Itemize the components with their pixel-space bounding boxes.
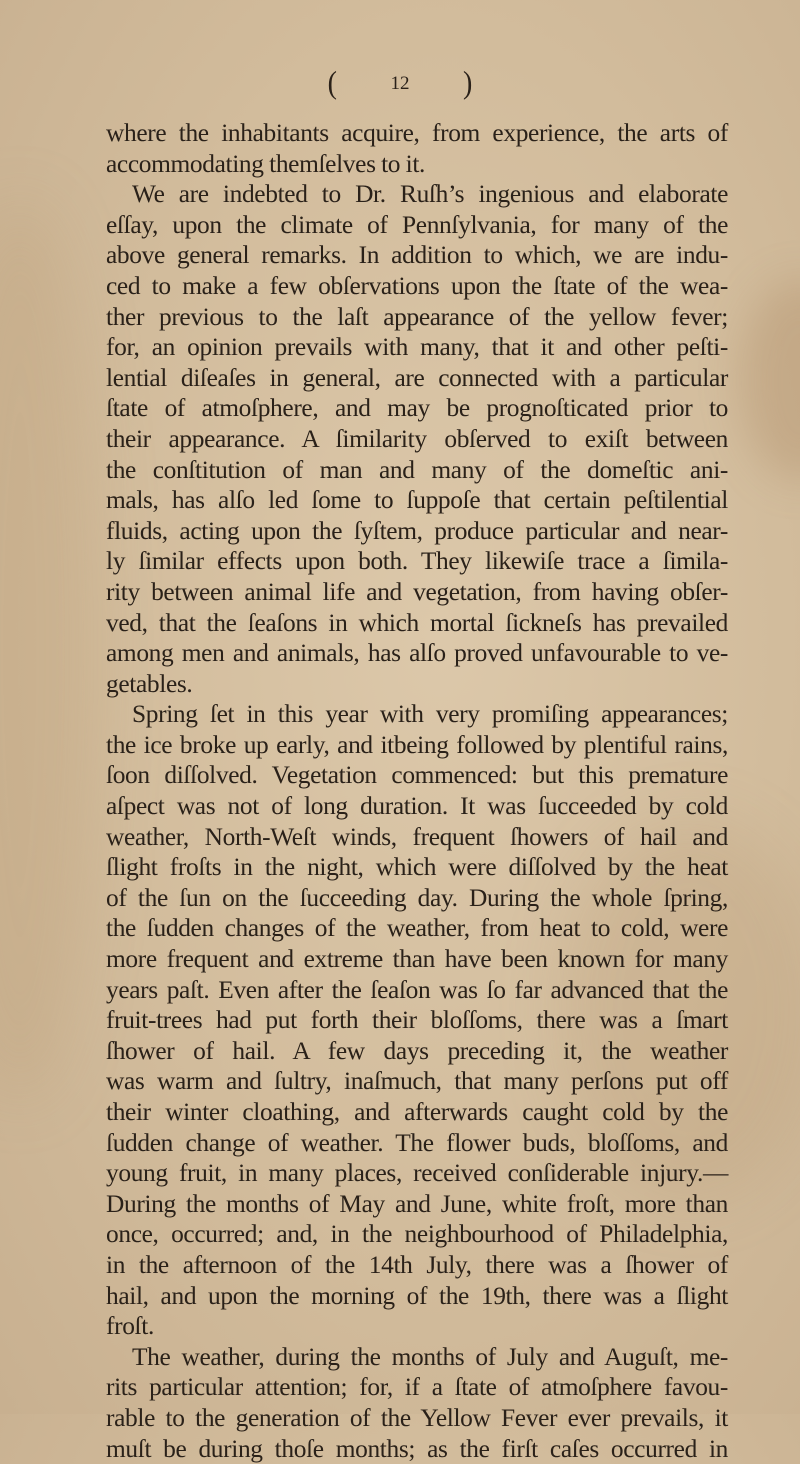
text-line: During the months of May and June, white froſt, more than (106, 1189, 728, 1218)
text-line: mals, has alſo led ſome to ſuppoſe that certain peſtilential (106, 486, 728, 515)
text-line: in the afternoon of the 14th July, there was a ſhower of (106, 1250, 728, 1279)
text-line: years paſt. Even after the ſeaſon was ſo far advanced that the (106, 975, 728, 1004)
text-line: ved, that the ſeaſons in which mortal ſickneſs has prevailed (106, 608, 728, 637)
text-line: froſt. (106, 1312, 154, 1341)
text-line: among men and animals, has alſo proved unfavourable to ve- (106, 639, 728, 668)
text-line: getables. (106, 669, 193, 698)
text-line: muſt be during thoſe months; as the firſt caſes occurred in (106, 1434, 728, 1463)
text-line: above general remarks. In addition to which, we are indu- (106, 241, 728, 270)
paper-stain (740, 280, 800, 480)
text-line: ſlight froſts in the night, which were diſſolved by the heat (106, 853, 728, 882)
text-line: The weather, during the months of July and Auguſt, me- (132, 1342, 728, 1371)
text-line: ly ſimilar effects upon both. They likewiſe trace a ſimila- (106, 547, 728, 576)
text-line: the ice broke up early, and itbeing followed by plentiful rains, (106, 730, 728, 759)
text-line: their appearance. A ſimilarity obſerved to exiſt between (106, 424, 728, 453)
text-line: ſtate of atmoſphere, and may be prognoſticated prior to (106, 394, 728, 423)
text-line: accommodating themſelves to it. (106, 149, 426, 178)
text-line: young fruit, in many places, received conſiderable injury.— (106, 1159, 728, 1188)
text-line: was warm and ſultry, inaſmuch, that many perſons put off (106, 1067, 728, 1096)
text-line: rable to the generation of the Yellow Fever ever prevails, it (106, 1403, 728, 1432)
text-line: for, an opinion prevails with many, that it and other peſti- (106, 333, 728, 362)
paragraph (106, 1342, 728, 1464)
paragraph (106, 179, 728, 699)
text-line: Spring ſet in this year with very promiſing appearances; (132, 700, 728, 729)
text-line: where the inhabitants acquire, from experience, the arts of (106, 119, 728, 147)
text-line: aſpect was not of long duration. It was ſucceeded by cold (106, 792, 728, 821)
page-number: 12 (390, 73, 410, 94)
page-number-header (0, 65, 800, 102)
text-line: of the ſun on the ſucceeding day. During the whole ſpring, (106, 883, 728, 912)
text-line: ther previous to the laſt appearance of the yellow fever; (106, 302, 728, 331)
text-line: once, occurred; and, in the neighbourhood of Philadelphia, (106, 1220, 728, 1249)
paragraph (106, 118, 728, 179)
text-line: rits particular attention; for, if a ſtate of atmoſphere favou- (106, 1373, 728, 1402)
text-line: ced to make a few obſervations upon the ſtate of the wea- (106, 271, 728, 300)
text-line: ſhower of hail. A few days preceding it, the weather (106, 1036, 728, 1065)
text-line: their winter cloathing, and afterwards caught cold by the (106, 1098, 728, 1126)
text-line: the conſtitution of man and many of the domeſtic ani- (106, 455, 728, 484)
text-line: ſudden change of weather. The flower buds, bloſſoms, and (106, 1128, 728, 1157)
text-line: We are indebted to Dr. Ruſh’s ingenious and elaborate (132, 180, 728, 209)
page-number-paren-open: ( (327, 65, 337, 102)
text-line: fruit-trees had put forth their bloſſoms, there was a ſmart (106, 1006, 728, 1035)
text-line: hail, and upon the morning of the 19th, there was a ſlight (106, 1281, 728, 1310)
text-line: more frequent and extreme than have been known for many (106, 945, 728, 974)
text-line: the ſudden changes of the weather, from heat to cold, were (106, 914, 728, 943)
text-line: weather, North-Weſt winds, frequent ſhowers of hail and (106, 822, 728, 851)
page-number-paren-close: ) (463, 65, 473, 102)
paragraph (106, 699, 728, 1341)
paper-stain (0, 200, 100, 1100)
text-line: eſſay, upon the climate of Pennſylvania, for many of the (106, 210, 728, 239)
body-text (106, 118, 728, 1464)
text-line: lential diſeaſes in general, are connected with a particular (106, 363, 728, 392)
text-line: rity between animal life and vegetation, from having obſer- (106, 577, 728, 606)
text-line: ſoon diſſolved. Vegetation commenced: but this premature (106, 761, 728, 790)
text-line: fluids, acting upon the ſyſtem, produce particular and near- (106, 516, 728, 545)
